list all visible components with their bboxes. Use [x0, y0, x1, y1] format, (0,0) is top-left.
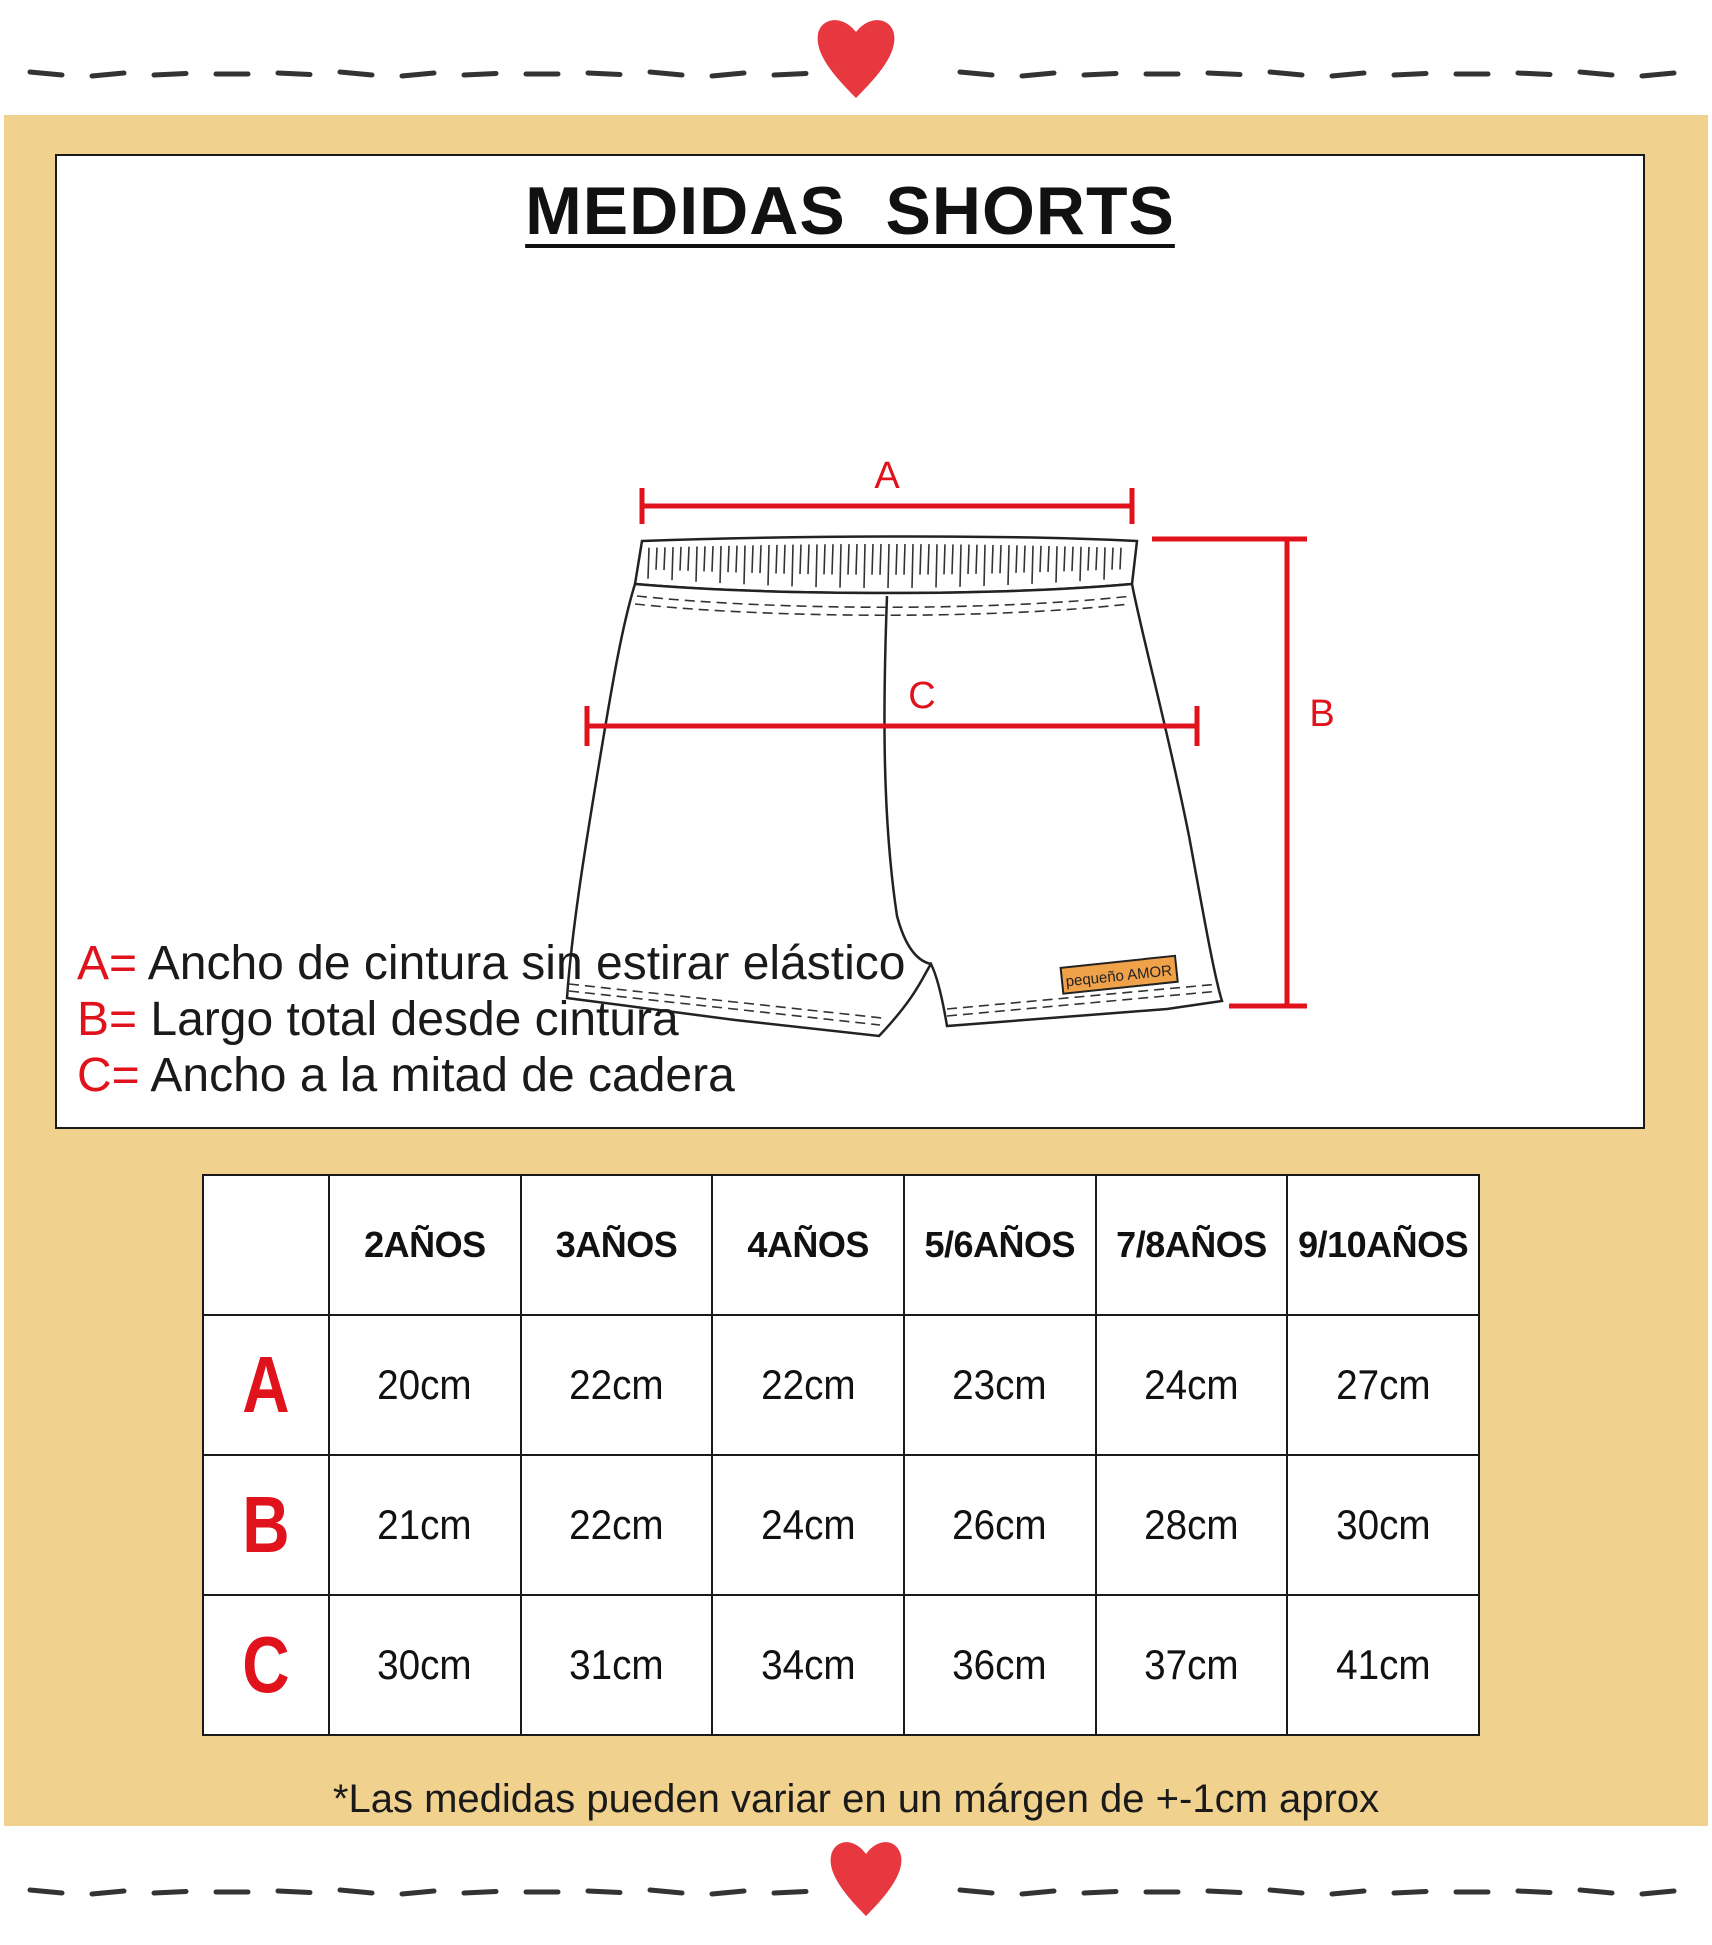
measure-b-label: B [1309, 693, 1335, 735]
row-key-b: B [203, 1455, 329, 1595]
table-cell: 41cm [1287, 1595, 1479, 1735]
brand-tag-text: pequeño AMOR [1064, 962, 1173, 991]
table-cell: 22cm [521, 1315, 713, 1455]
heart-icon [818, 20, 895, 98]
legend [77, 936, 905, 1104]
table-cell: 22cm [521, 1455, 713, 1595]
table-header-cell: 2AÑOS [329, 1175, 521, 1315]
table-row [203, 1315, 1479, 1455]
bottom-stitch-border [0, 1826, 1712, 1945]
size-table [202, 1174, 1480, 1736]
table-header-cell: 7/8AÑOS [1096, 1175, 1288, 1315]
heart-icon [831, 1842, 902, 1916]
table-cell: 37cm [1096, 1595, 1288, 1735]
table-cell: 24cm [1096, 1315, 1288, 1455]
table-cell: 34cm [712, 1595, 904, 1735]
table-cell: 23cm [904, 1315, 1096, 1455]
table-cell: 20cm [329, 1315, 521, 1455]
table-cell: 21cm [329, 1455, 521, 1595]
table-cell: 24cm [712, 1455, 904, 1595]
table-header-cell: 5/6AÑOS [904, 1175, 1096, 1315]
disclaimer-note: *Las medidas pueden variar en un márgen de +-1cm aprox [332, 1777, 1380, 1821]
table-cell: 28cm [1096, 1455, 1288, 1595]
table-cell: 27cm [1287, 1315, 1479, 1455]
measurement-card [55, 154, 1645, 1129]
page-title: MEDIDAS SHORTS [525, 173, 1175, 249]
legend-item-b: B= Largo total desde cintura [77, 993, 679, 1046]
top-stitch-border [0, 0, 1712, 115]
table-header-row [203, 1175, 1479, 1315]
row-key-a: A [203, 1315, 329, 1455]
table-row [203, 1595, 1479, 1735]
table-cell: 31cm [521, 1595, 713, 1735]
table-cell: 26cm [904, 1455, 1096, 1595]
table-header-cell: 9/10AÑOS [1287, 1175, 1479, 1315]
measure-a-label: A [874, 455, 900, 497]
table-header-cell: 4AÑOS [712, 1175, 904, 1315]
measure-c-label: C [908, 675, 936, 717]
table-header-cell [203, 1175, 329, 1315]
row-key-c: C [203, 1595, 329, 1735]
legend-item-c: C= Ancho a la mitad de cadera [77, 1049, 735, 1102]
table-cell: 30cm [329, 1595, 521, 1735]
table-row [203, 1455, 1479, 1595]
legend-item-a: A= Ancho de cintura sin estirar elástico [77, 937, 906, 990]
table-cell: 36cm [904, 1595, 1096, 1735]
table-cell: 22cm [712, 1315, 904, 1455]
table-header-cell: 3AÑOS [521, 1175, 713, 1315]
table-cell: 30cm [1287, 1455, 1479, 1595]
